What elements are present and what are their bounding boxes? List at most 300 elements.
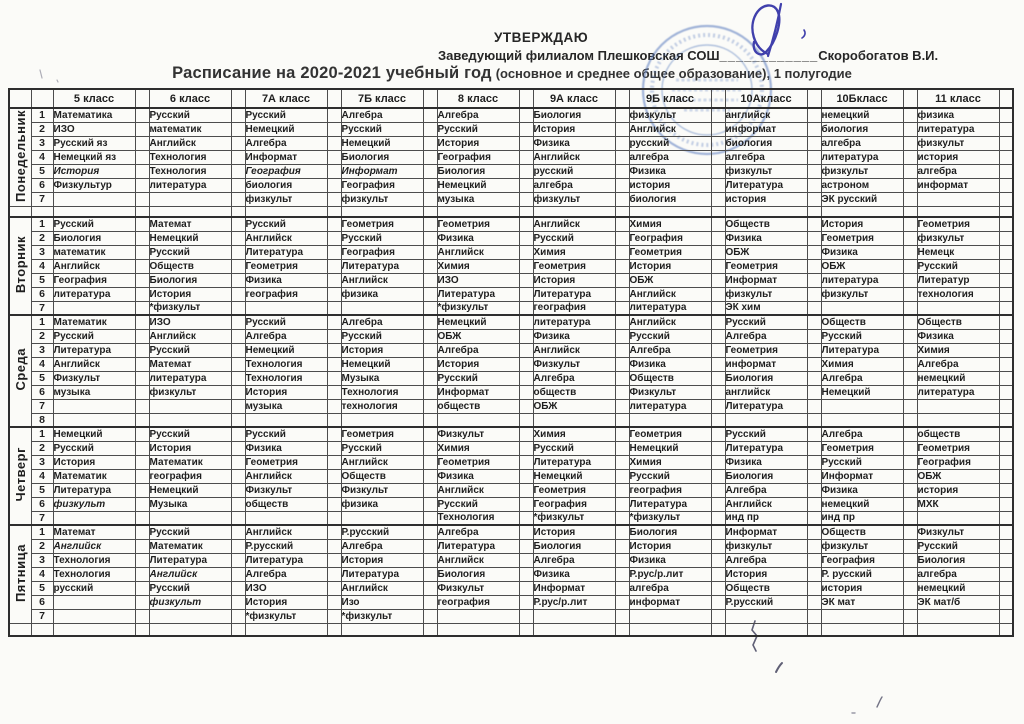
class-header: 7Б класс <box>341 89 423 108</box>
subject-cell: Немецкий <box>437 315 519 329</box>
spacer-cell <box>711 623 725 636</box>
subject-cell: Английск <box>149 567 231 581</box>
subject-cell <box>533 413 615 427</box>
gap-cell <box>711 287 725 301</box>
gap-cell <box>999 315 1013 329</box>
subject-cell: Физика <box>629 164 711 178</box>
subject-cell: Р.русский <box>245 539 327 553</box>
subject-cell: Геометрия <box>629 427 711 441</box>
lesson-number: 8 <box>31 413 53 427</box>
gap-cell <box>135 427 149 441</box>
gap-cell <box>423 273 437 287</box>
subject-cell: ИЗО <box>245 581 327 595</box>
subject-cell: английск <box>725 108 807 122</box>
subject-cell: История <box>341 343 423 357</box>
gap-cell <box>999 301 1013 315</box>
subject-cell: обществ <box>533 385 615 399</box>
subject-cell: Геометрия <box>821 231 903 245</box>
lesson-row <box>9 469 1013 483</box>
subject-cell: Музыка <box>341 371 423 385</box>
lesson-number: 4 <box>31 259 53 273</box>
spacer-cell <box>31 206 53 217</box>
gap-cell <box>999 441 1013 455</box>
subject-cell: Литература <box>245 553 327 567</box>
gap-cell <box>807 245 821 259</box>
gap-cell <box>807 497 821 511</box>
gap-cell <box>807 413 821 427</box>
gap-cell <box>807 399 821 413</box>
gap-cell <box>519 164 533 178</box>
gap-cell <box>519 595 533 609</box>
gap-cell <box>999 455 1013 469</box>
subject-cell: физкульт <box>629 108 711 122</box>
gap-cell <box>903 329 917 343</box>
gap-cell <box>711 483 725 497</box>
gap-cell <box>999 469 1013 483</box>
subject-cell: Физика <box>437 231 519 245</box>
subject-cell <box>725 413 807 427</box>
gap-cell <box>135 497 149 511</box>
lesson-number: 3 <box>31 553 53 567</box>
subject-cell: Химия <box>533 427 615 441</box>
gap-cell <box>327 178 341 192</box>
gap-cell <box>999 108 1013 122</box>
subject-cell: Р.русский <box>341 525 423 539</box>
subject-cell: Русский <box>245 217 327 231</box>
gap-cell <box>327 357 341 371</box>
gap-cell <box>327 399 341 413</box>
gap-cell <box>711 164 725 178</box>
gap-cell <box>615 329 629 343</box>
subject-cell: информат <box>725 357 807 371</box>
subject-cell: Обществ <box>821 315 903 329</box>
subject-cell: русский <box>53 581 135 595</box>
lesson-number: 4 <box>31 357 53 371</box>
gap-cell <box>231 399 245 413</box>
subject-cell: Английск <box>53 357 135 371</box>
gap-cell <box>135 287 149 301</box>
subject-cell: Химия <box>629 455 711 469</box>
gap-cell <box>807 511 821 525</box>
subject-cell: История <box>629 259 711 273</box>
subject-cell: Алгебра <box>245 136 327 150</box>
gap-cell <box>135 483 149 497</box>
subject-cell: Математик <box>149 455 231 469</box>
subject-cell: литература <box>149 178 231 192</box>
spacer-cell <box>53 623 135 636</box>
gap-cell <box>327 287 341 301</box>
subject-cell <box>53 192 135 206</box>
spacer-cell <box>903 206 917 217</box>
subject-cell: Русский <box>53 217 135 231</box>
gap-cell <box>807 301 821 315</box>
subject-cell: физика <box>341 287 423 301</box>
gap-cell <box>615 245 629 259</box>
subject-cell: История <box>53 164 135 178</box>
day-label-text: Понедельник <box>12 109 28 202</box>
header-spacer-cell <box>999 89 1013 108</box>
title-main: Расписание на 2020-2021 учебный год <box>172 64 492 82</box>
subject-cell: немецкий <box>917 371 999 385</box>
gap-cell <box>519 483 533 497</box>
subject-cell: Немецкий <box>821 385 903 399</box>
gap-cell <box>519 178 533 192</box>
gap-cell <box>615 136 629 150</box>
gap-cell <box>999 539 1013 553</box>
gap-cell <box>999 581 1013 595</box>
spacer-cell <box>231 623 245 636</box>
lesson-row <box>9 371 1013 385</box>
lesson-row <box>9 399 1013 413</box>
subject-cell: Биология <box>149 273 231 287</box>
gap-cell <box>519 192 533 206</box>
lesson-row <box>9 427 1013 441</box>
subject-cell: Физика <box>629 553 711 567</box>
subject-cell: немецкий <box>917 581 999 595</box>
gap-cell <box>615 469 629 483</box>
subject-cell: Русский <box>437 497 519 511</box>
subject-cell: Немецкий <box>341 357 423 371</box>
subject-cell: Математик <box>53 315 135 329</box>
lesson-row <box>9 483 1013 497</box>
subject-cell: Физкульт <box>245 483 327 497</box>
subject-cell: обществ <box>437 399 519 413</box>
gap-cell <box>423 343 437 357</box>
subject-cell: История <box>821 217 903 231</box>
lesson-row <box>9 511 1013 525</box>
subject-cell: Английск <box>341 273 423 287</box>
subject-cell: история <box>917 150 999 164</box>
spacer-cell <box>519 206 533 217</box>
subject-cell: Русский <box>341 122 423 136</box>
subject-cell: Английск <box>245 525 327 539</box>
subject-cell: Обществ <box>341 469 423 483</box>
lesson-row <box>9 581 1013 595</box>
subject-cell: Физика <box>533 329 615 343</box>
subject-cell: Русский <box>629 469 711 483</box>
subject-cell: информат <box>917 178 999 192</box>
lesson-row <box>9 357 1013 371</box>
subject-cell: Физкульт <box>437 427 519 441</box>
subject-cell: Химия <box>533 245 615 259</box>
subject-cell: Русский <box>53 441 135 455</box>
gap-cell <box>903 385 917 399</box>
gap-cell <box>519 399 533 413</box>
gap-cell <box>711 441 725 455</box>
subject-cell: инд пр <box>725 511 807 525</box>
lesson-number: 4 <box>31 567 53 581</box>
gap-cell <box>615 567 629 581</box>
subject-cell: физкульт <box>341 192 423 206</box>
gap-cell <box>903 259 917 273</box>
subject-cell: Английск <box>437 483 519 497</box>
subject-cell: Русский <box>917 539 999 553</box>
gap-cell <box>807 553 821 567</box>
subject-cell <box>917 511 999 525</box>
subject-cell: Литература <box>725 441 807 455</box>
gap-cell <box>615 497 629 511</box>
gap-cell <box>519 581 533 595</box>
gap-cell <box>423 609 437 623</box>
gap-cell <box>423 469 437 483</box>
gap-cell <box>327 217 341 231</box>
subject-cell: Алгебра <box>821 371 903 385</box>
gap-cell <box>903 343 917 357</box>
subject-cell: Русский <box>149 108 231 122</box>
gap-cell <box>807 164 821 178</box>
lesson-row <box>9 273 1013 287</box>
gap-cell <box>807 455 821 469</box>
subject-cell: Математик <box>53 469 135 483</box>
subject-cell: Русский <box>149 427 231 441</box>
gap-cell <box>519 329 533 343</box>
subject-cell <box>917 609 999 623</box>
subject-cell: Геометрия <box>533 483 615 497</box>
gap-cell <box>519 455 533 469</box>
subject-cell <box>149 413 231 427</box>
subject-cell: физкульт <box>725 539 807 553</box>
subject-cell: Алгебра <box>725 553 807 567</box>
spacer-cell <box>341 623 423 636</box>
gap-cell <box>711 371 725 385</box>
gap-cell <box>807 315 821 329</box>
gap-cell <box>231 217 245 231</box>
gap-cell <box>519 108 533 122</box>
gap-cell <box>135 455 149 469</box>
subject-cell: Английск <box>341 581 423 595</box>
gap-cell <box>135 217 149 231</box>
subject-cell: Биология <box>917 553 999 567</box>
day-label <box>9 315 31 427</box>
gap-cell <box>903 427 917 441</box>
class-header: 9А класс <box>533 89 615 108</box>
subject-cell <box>149 511 231 525</box>
subject-cell: Геометрия <box>629 245 711 259</box>
subject-cell: Русский <box>725 427 807 441</box>
lesson-row <box>9 441 1013 455</box>
lesson-row <box>9 385 1013 399</box>
subject-cell: История <box>149 287 231 301</box>
subject-cell: Обществ <box>917 315 999 329</box>
header-spacer-cell <box>807 89 821 108</box>
gap-cell <box>711 150 725 164</box>
lesson-row <box>9 136 1013 150</box>
subject-cell: Русский <box>821 329 903 343</box>
subject-cell: Алгебра <box>725 483 807 497</box>
gap-cell <box>135 413 149 427</box>
gap-cell <box>231 245 245 259</box>
subject-cell: Физкульт <box>533 357 615 371</box>
gap-cell <box>231 287 245 301</box>
subject-cell: музыка <box>437 192 519 206</box>
subject-cell: Геометрия <box>245 259 327 273</box>
subject-cell: литература <box>53 287 135 301</box>
gap-cell <box>807 385 821 399</box>
gap-cell <box>135 301 149 315</box>
gap-cell <box>327 539 341 553</box>
class-header: 11 класс <box>917 89 999 108</box>
lesson-number: 3 <box>31 245 53 259</box>
subject-cell: Биология <box>533 108 615 122</box>
gap-cell <box>711 357 725 371</box>
gap-cell <box>327 511 341 525</box>
gap-cell <box>615 217 629 231</box>
gap-cell <box>903 217 917 231</box>
gap-cell <box>615 150 629 164</box>
gap-cell <box>231 136 245 150</box>
gap-cell <box>903 595 917 609</box>
gap-cell <box>135 469 149 483</box>
subject-cell: Русский <box>149 343 231 357</box>
gap-cell <box>711 343 725 357</box>
subject-cell <box>629 413 711 427</box>
subject-cell: Литература <box>341 259 423 273</box>
lesson-number: 7 <box>31 609 53 623</box>
gap-cell <box>327 427 341 441</box>
subject-cell: Русский <box>437 371 519 385</box>
gap-cell <box>519 231 533 245</box>
subject-cell: История <box>725 567 807 581</box>
subject-cell: ИЗО <box>149 315 231 329</box>
gap-cell <box>231 371 245 385</box>
subject-cell: Русский <box>341 441 423 455</box>
spacer-cell <box>725 623 807 636</box>
lesson-number: 4 <box>31 469 53 483</box>
gap-cell <box>231 441 245 455</box>
gap-cell <box>615 273 629 287</box>
gap-cell <box>519 301 533 315</box>
subject-cell: История <box>629 539 711 553</box>
subject-cell: информат <box>725 122 807 136</box>
gap-cell <box>135 192 149 206</box>
lesson-number: 6 <box>31 385 53 399</box>
gap-cell <box>615 315 629 329</box>
gap-cell <box>615 595 629 609</box>
gap-cell <box>519 385 533 399</box>
gap-cell <box>135 164 149 178</box>
gap-cell <box>135 259 149 273</box>
gap-cell <box>711 329 725 343</box>
lesson-number: 6 <box>31 497 53 511</box>
subject-cell: Английск <box>533 150 615 164</box>
gap-cell <box>327 231 341 245</box>
gap-cell <box>327 108 341 122</box>
gap-cell <box>231 525 245 539</box>
subject-cell: физика <box>341 497 423 511</box>
subject-cell: Русский <box>341 231 423 245</box>
lesson-number: 6 <box>31 287 53 301</box>
gap-cell <box>519 287 533 301</box>
subject-cell: Литература <box>437 287 519 301</box>
subject-cell: Литература <box>821 343 903 357</box>
subject-cell: физкульт <box>149 385 231 399</box>
gap-cell <box>711 553 725 567</box>
gap-cell <box>423 399 437 413</box>
gap-cell <box>807 329 821 343</box>
spacer-cell <box>615 206 629 217</box>
class-header: 10Акласс <box>725 89 807 108</box>
lesson-number: 2 <box>31 329 53 343</box>
subject-cell: География <box>341 245 423 259</box>
subject-cell: История <box>149 441 231 455</box>
gap-cell <box>999 122 1013 136</box>
subject-cell: физкульт <box>821 164 903 178</box>
subject-cell: русский <box>533 164 615 178</box>
gap-cell <box>903 609 917 623</box>
gap-cell <box>327 192 341 206</box>
spacer-cell <box>917 623 999 636</box>
gap-cell <box>231 231 245 245</box>
gap-cell <box>327 525 341 539</box>
gap-cell <box>903 511 917 525</box>
gap-cell <box>135 595 149 609</box>
subject-cell: Геометрия <box>437 455 519 469</box>
gap-cell <box>903 399 917 413</box>
gap-cell <box>807 357 821 371</box>
subject-cell: физкульт <box>149 595 231 609</box>
gap-cell <box>135 343 149 357</box>
gap-cell <box>135 511 149 525</box>
subject-cell: ЭК мат <box>821 595 903 609</box>
gap-cell <box>999 609 1013 623</box>
subject-cell: литература <box>821 150 903 164</box>
gap-cell <box>231 259 245 273</box>
gap-cell <box>135 539 149 553</box>
gap-cell <box>807 609 821 623</box>
gap-cell <box>903 581 917 595</box>
spacer-cell <box>821 206 903 217</box>
title-suffix: (основное и среднее общее образование), 1 полугодие <box>495 66 852 81</box>
subject-cell: *физкульт <box>629 511 711 525</box>
gap-cell <box>903 301 917 315</box>
subject-cell: *физкульт <box>149 301 231 315</box>
subject-cell: Геометрия <box>725 259 807 273</box>
gap-cell <box>423 259 437 273</box>
subject-cell: Технология <box>245 357 327 371</box>
gap-cell <box>615 581 629 595</box>
lesson-number: 5 <box>31 273 53 287</box>
subject-cell: Технология <box>149 164 231 178</box>
subject-cell: Технология <box>341 385 423 399</box>
gap-cell <box>711 122 725 136</box>
subject-cell: Обществ <box>725 217 807 231</box>
gap-cell <box>711 469 725 483</box>
subject-cell: Английск <box>149 329 231 343</box>
gap-cell <box>999 273 1013 287</box>
lesson-row <box>9 301 1013 315</box>
subject-cell: Немецкий яз <box>53 150 135 164</box>
lesson-row <box>9 192 1013 206</box>
subject-cell: География <box>629 231 711 245</box>
gap-cell <box>807 178 821 192</box>
subject-cell: обществ <box>245 497 327 511</box>
subject-cell: география <box>437 595 519 609</box>
gap-cell <box>615 399 629 413</box>
subject-cell: Изо <box>341 595 423 609</box>
gap-cell <box>999 427 1013 441</box>
subject-cell: алгебра <box>917 164 999 178</box>
subject-cell: Английск <box>341 455 423 469</box>
subject-cell: ЭК русский <box>821 192 903 206</box>
subject-cell: Технология <box>245 371 327 385</box>
spacer-row <box>9 206 1013 217</box>
subject-cell: География <box>341 178 423 192</box>
subject-cell: ОБЖ <box>725 245 807 259</box>
gap-cell <box>711 511 725 525</box>
subject-cell: Английск <box>629 287 711 301</box>
gap-cell <box>135 122 149 136</box>
subject-cell: Физкульт <box>341 483 423 497</box>
